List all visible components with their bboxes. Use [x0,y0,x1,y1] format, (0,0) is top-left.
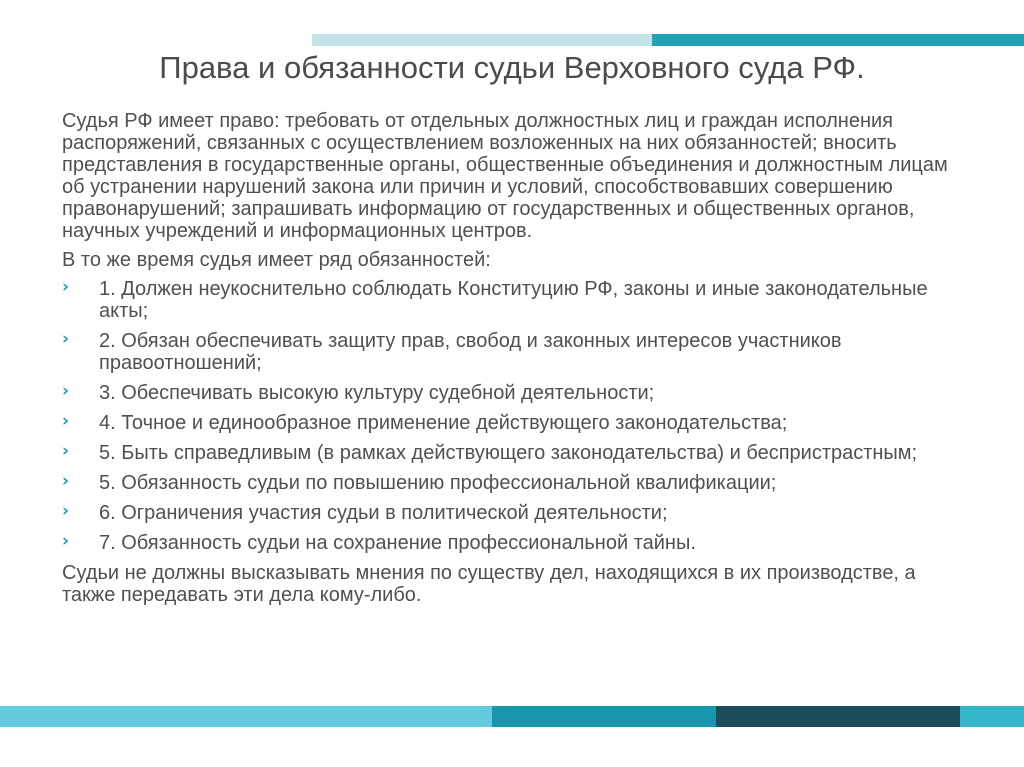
duty-text: 6. Ограничения участия судьи в политической деятельности; [99,502,668,524]
duty-text: 5. Обязанность судьи по повышению профессиональной квалификации; [99,472,777,494]
duty-item [62,442,962,464]
chevron-right-icon: › [62,411,70,431]
duties-heading: В то же время судья имеет ряд обязанностей: [62,249,491,271]
duty-text: 1. Должен неукоснительно соблюдать Конституцию РФ, законы и иные законодательные акты; [99,278,928,322]
chevron-right-icon: › [62,441,70,461]
duty-item [62,278,962,322]
chevron-right-icon: › [62,501,70,521]
duty-text: 4. Точное и единообразное применение действующего законодательства; [99,412,788,434]
chevron-right-icon: › [62,471,70,491]
intro-paragraph: Судья РФ имеет право: требовать от отдельных должностных лиц и граждан исполнения распоряжений, связанных с осуществлением возложенных на них обязанностей; вносить представления в государственные органы, общественные объединения и должностным лицам об устранении нарушений закона или причин и условий, способствовавших совершению правонарушений; запрашивать информацию от государственных и общественных органов, научных учреждений и информационных центров. [62,110,948,242]
duty-item [62,330,962,374]
duty-item [62,382,962,404]
bottom-stripe-end [960,706,1024,727]
duty-item [62,472,962,494]
duty-text: 3. Обеспечивать высокую культуру судебной деятельности; [99,382,655,404]
chevron-right-icon: › [62,277,70,297]
chevron-right-icon: › [62,381,70,401]
duty-text: 2. Обязан обеспечивать защиту прав, свобод и законных интересов участников правоотношений; [99,330,842,374]
duty-text: 5. Быть справедливым (в рамках действующего законодательства) и беспристрастным; [99,442,918,464]
duties-list [62,278,962,554]
duty-item [62,502,962,524]
chevron-right-icon: › [62,329,70,349]
slide-title: Права и обязанности судьи Верховного суда РФ. [159,50,865,85]
closing-paragraph: Судьи не должны высказывать мнения по существу дел, находящихся в их производстве, а также передавать эти дела кому-либо. [62,562,916,606]
duty-item [62,532,962,554]
duty-text: 7. Обязанность судьи на сохранение профессиональной тайны. [99,532,696,554]
slide-body [62,110,962,606]
chevron-right-icon: › [62,531,70,551]
duty-item [62,412,962,434]
top-stripe-dark [652,34,1024,46]
